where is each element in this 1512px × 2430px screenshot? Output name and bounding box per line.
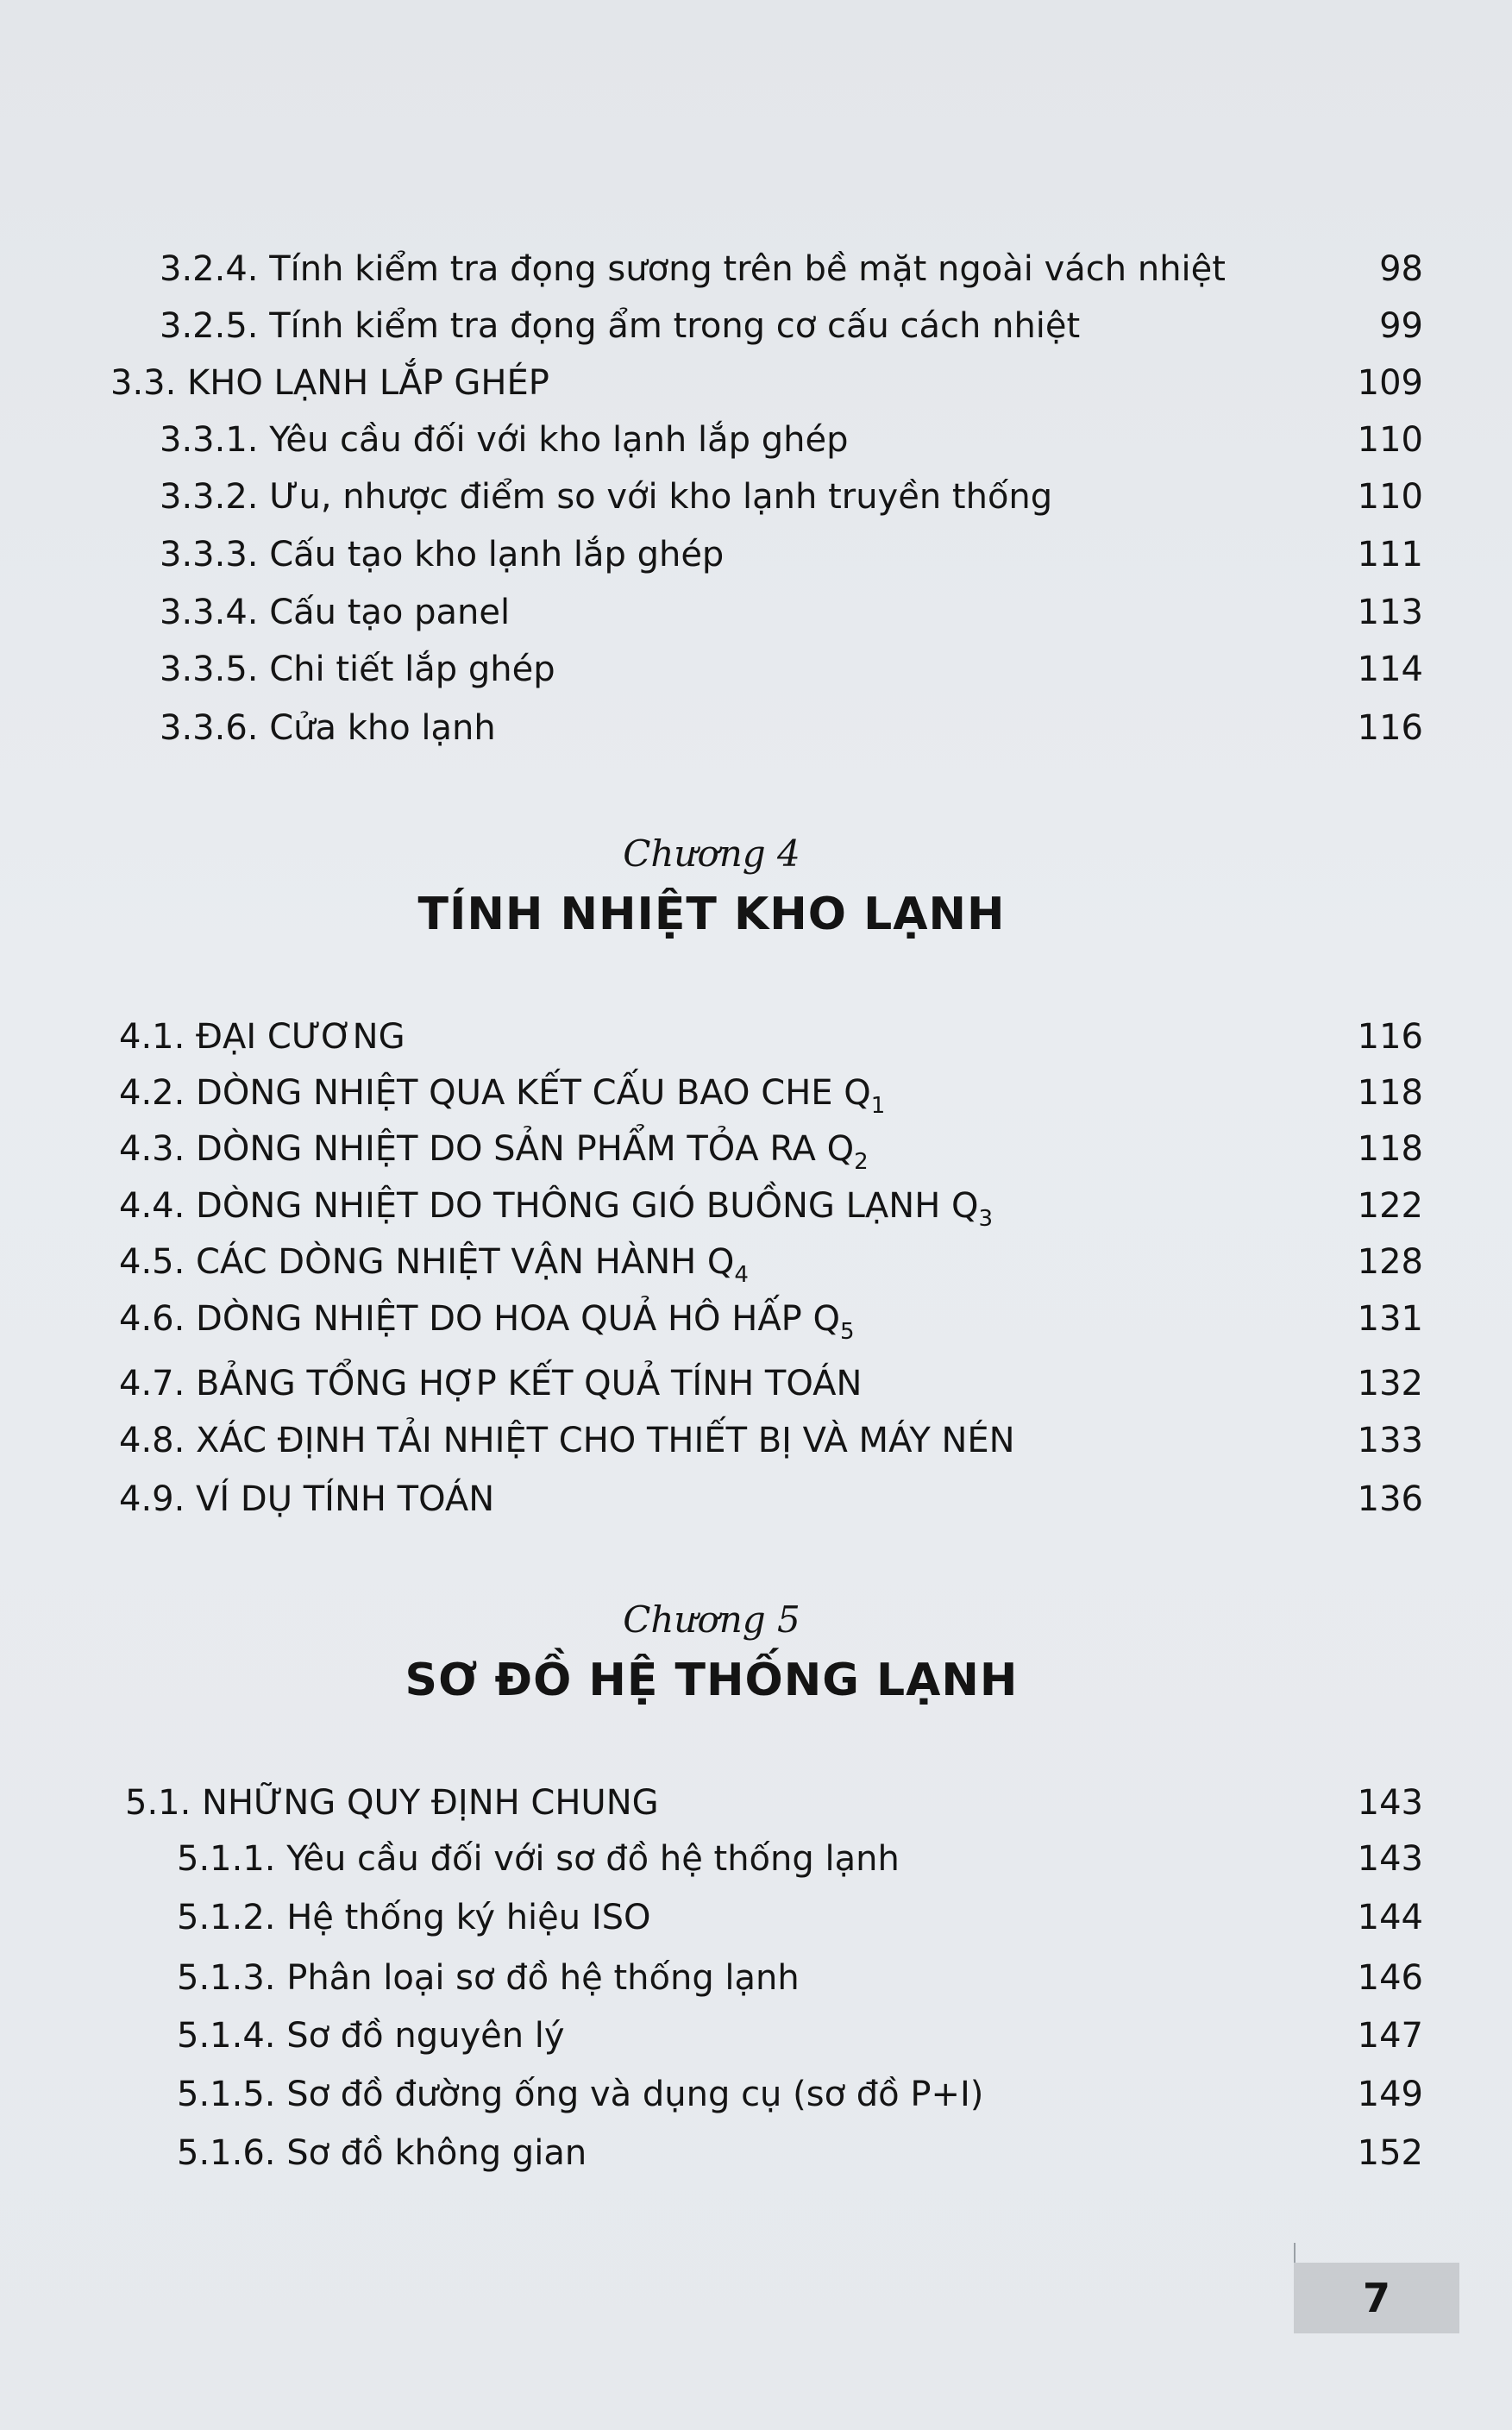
toc-entry-page: 143 <box>1357 1839 1423 1879</box>
toc-entry-3-3-5 <box>0 644 1512 695</box>
toc-entry-label: 3.3.3. Cấu tạo kho lạnh lắp ghép <box>160 535 725 575</box>
toc-entry-3-3-3 <box>0 529 1512 581</box>
toc-entry-label: 5.1.2. Hệ thống ký hiệu ISO <box>177 1898 651 1937</box>
toc-entry-page: 118 <box>1357 1129 1423 1169</box>
toc-entry-5-1-3 <box>0 1952 1512 2004</box>
toc-entry-5-1-5 <box>0 2069 1512 2120</box>
toc-entry-5-1-2 <box>0 1892 1512 1943</box>
toc-entry-label: 3.3.5. Chi tiết lắp ghép <box>160 650 555 689</box>
toc-entry-4-3 <box>0 1123 1512 1175</box>
subscript: 1 <box>870 1093 886 1119</box>
toc-entry-4-7 <box>0 1358 1512 1410</box>
toc-entry-label: 4.7. BẢNG TỔNG HỢP KẾT QUẢ TÍNH TOÁN <box>119 1364 863 1403</box>
toc-entry-page: 143 <box>1357 1783 1423 1823</box>
toc-entry-label: 5.1. NHỮNG QUY ĐỊNH CHUNG <box>125 1783 659 1823</box>
toc-entry-label: 5.1.4. Sơ đồ nguyên lý <box>177 2016 565 2056</box>
subscript: 4 <box>734 1262 749 1288</box>
toc-entry-3-3-1 <box>0 414 1512 466</box>
toc-entry-page: 147 <box>1357 2016 1423 2056</box>
toc-entry-label: 4.6. DÒNG NHIỆT DO HOA QUẢ HÔ HẤP $Q_5$ <box>119 1299 855 1345</box>
toc-entry-3-3-4 <box>0 587 1512 638</box>
chapter-4-label: Chương 4 <box>623 832 800 875</box>
toc-entry-3-2-4 <box>0 243 1512 295</box>
toc-entry-3-3-2 <box>0 471 1512 523</box>
toc-entry-label: 3.3.1. Yêu cầu đối với kho lạnh lắp ghép <box>160 420 849 460</box>
page-number-tick <box>1294 2243 1296 2264</box>
toc-entry-label: 3.3.6. Cửa kho lạnh <box>160 708 496 748</box>
subscript: 2 <box>854 1149 869 1175</box>
toc-entry-page: 109 <box>1357 363 1423 403</box>
toc-entry-page: 113 <box>1357 593 1423 632</box>
chapter-5-title: SƠ ĐỒ HỆ THỐNG LẠNH <box>405 1655 1019 1706</box>
toc-entry-label: 5.1.5. Sơ đồ đường ống và dụng cụ (sơ đồ P+I) <box>177 2075 984 2114</box>
toc-entry-5-1-6 <box>0 2127 1512 2179</box>
toc-entry-4-4 <box>0 1180 1512 1232</box>
toc-entry-label: 4.5. CÁC DÒNG NHIỆT VẬN HÀNH $Q_4$ <box>119 1242 749 1288</box>
toc-entry-3-2-5 <box>0 300 1512 352</box>
toc-entry-page: 131 <box>1357 1299 1423 1339</box>
toc-entry-page: 116 <box>1357 1017 1423 1057</box>
toc-entry-label: 4.9. VÍ DỤ TÍNH TOÁN <box>119 1479 495 1519</box>
toc-entry-page: 99 <box>1379 306 1423 346</box>
toc-entry-label: 3.3. KHO LẠNH LẮP GHÉP <box>110 363 549 403</box>
toc-entry-label: 4.2. DÒNG NHIỆT QUA KẾT CẤU BAO CHE $Q_1$ <box>119 1073 886 1119</box>
toc-entry-page: 118 <box>1357 1073 1423 1113</box>
toc-entry-page: 136 <box>1357 1479 1423 1519</box>
toc-entry-4-1 <box>0 1011 1512 1063</box>
toc-entry-page: 146 <box>1357 1958 1423 1998</box>
toc-entry-page: 133 <box>1357 1421 1423 1460</box>
page-number: 7 <box>1362 2275 1390 2321</box>
toc-entry-page: 149 <box>1357 2075 1423 2114</box>
toc-entry-label: 4.1. ĐẠI CƯƠNG <box>119 1017 405 1057</box>
toc-entry-label: 4.3. DÒNG NHIỆT DO SẢN PHẨM TỎA RA $Q_2$ <box>119 1129 869 1175</box>
toc-entry-page: 132 <box>1357 1364 1423 1403</box>
toc-entry-label: 5.1.3. Phân loại sơ đồ hệ thống lạnh <box>177 1958 800 1998</box>
toc-entry-page: 152 <box>1357 2133 1423 2173</box>
toc-entry-page: 144 <box>1357 1898 1423 1937</box>
toc-entry-page: 111 <box>1357 535 1423 575</box>
toc-entry-4-2 <box>0 1067 1512 1119</box>
toc-entry-page: 116 <box>1357 708 1423 748</box>
chapter-5-label: Chương 5 <box>623 1598 800 1641</box>
toc-entry-label: 3.3.4. Cấu tạo panel <box>160 593 511 632</box>
toc-entry-page: 122 <box>1357 1186 1423 1226</box>
toc-entry-4-5 <box>0 1236 1512 1288</box>
toc-entry-label: 3.2.5. Tính kiểm tra đọng ẩm trong cơ cấu cách nhiệt <box>160 306 1081 346</box>
toc-entry-label: 4.4. DÒNG NHIỆT DO THÔNG GIÓ BUỒNG LẠNH $Q_3$ <box>119 1186 994 1232</box>
toc-entry-page: 128 <box>1357 1242 1423 1282</box>
toc-entry-5-1-4 <box>0 2010 1512 2062</box>
toc-entry-page: 98 <box>1379 249 1423 289</box>
toc-entry-label: 5.1.1. Yêu cầu đối với sơ đồ hệ thống lạnh <box>177 1839 900 1879</box>
toc-entry-5-1 <box>0 1777 1512 1829</box>
toc-entry-5-1-1 <box>0 1833 1512 1885</box>
subscript: 5 <box>840 1319 855 1345</box>
toc-entry-4-6 <box>0 1293 1512 1345</box>
toc-entry-3-3-6 <box>0 702 1512 754</box>
toc-entry-label: 3.3.2. Ưu, nhược điểm so với kho lạnh truyền thống <box>160 477 1053 517</box>
toc-entry-3-3 <box>0 357 1512 409</box>
toc-entry-label: 4.8. XÁC ĐỊNH TẢI NHIỆT CHO THIẾT BỊ VÀ MÁY NÉN <box>119 1421 1015 1460</box>
toc-entry-label: 5.1.6. Sơ đồ không gian <box>177 2133 587 2173</box>
chapter-4-title: TÍNH NHIỆT KHO LẠNH <box>417 888 1006 940</box>
toc-entry-page: 110 <box>1357 420 1423 460</box>
toc-entry-label: 3.2.4. Tính kiểm tra đọng sương trên bề mặt ngoài vách nhiệt <box>160 249 1226 289</box>
subscript: 3 <box>978 1206 994 1232</box>
toc-entry-4-8 <box>0 1415 1512 1466</box>
toc-entry-4-9 <box>0 1473 1512 1525</box>
toc-entry-page: 114 <box>1357 650 1423 689</box>
toc-entry-page: 110 <box>1357 477 1423 517</box>
